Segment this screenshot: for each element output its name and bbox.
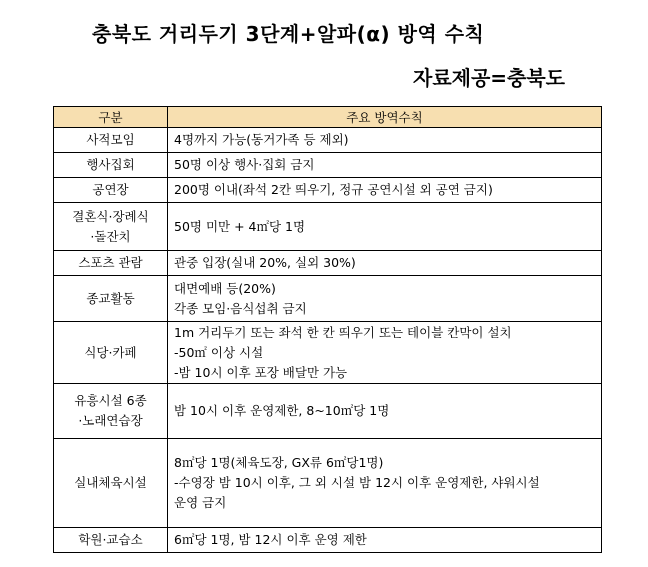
rule-text: -수영장 밤 10시 이후, 그 외 시설 밤 12시 이후 운영제한, 샤워시설	[174, 475, 540, 490]
category-label: 공연장	[92, 182, 129, 197]
category-label: 결혼식·장례식	[72, 208, 149, 224]
table-header-row	[54, 107, 602, 128]
header-category: 구분	[54, 107, 168, 128]
table-row	[54, 203, 602, 251]
rule-cell	[168, 128, 602, 153]
category-cell	[54, 528, 168, 553]
rule-text: 1m 거리두기 또는 좌석 한 칸 띄우기 또는 테이블 칸막이 설치	[174, 324, 512, 340]
rule-cell	[168, 203, 602, 251]
table-row	[54, 128, 602, 153]
rule-cell	[168, 251, 602, 276]
category-cell	[54, 128, 168, 153]
table-row	[54, 251, 602, 276]
rules-table	[53, 106, 602, 553]
rule-text: 운영 금지	[174, 495, 227, 510]
rule-text: 대면예배 등(20%)	[174, 280, 276, 296]
rule-text: 밤 10시 이후 운영제한, 8~10㎡당 1명	[174, 403, 390, 418]
source-credit: 자료제공=충북도	[413, 66, 565, 90]
table-row	[54, 276, 602, 322]
rule-text: 6㎡당 1명, 밤 12시 이후 운영 제한	[174, 532, 367, 547]
rule-text: 50명 미만 + 4㎡당 1명	[174, 218, 306, 234]
category-cell	[54, 384, 168, 439]
category-label: 실내체육시설	[74, 475, 147, 490]
rule-cell	[168, 384, 602, 439]
category-label: 종교활동	[86, 290, 135, 306]
table-row	[54, 153, 602, 178]
rule-text: 50명 이상 행사·집회 금지	[174, 157, 315, 172]
rule-text: -50㎡ 이상 시설	[174, 344, 264, 360]
category-label: 유흥시설 6종	[74, 393, 147, 408]
category-label: 행사집회	[86, 157, 135, 172]
rule-cell	[168, 178, 602, 203]
category-cell	[54, 276, 168, 322]
category-cell	[54, 322, 168, 384]
rule-text: 4명까지 가능(동거가족 등 제외)	[174, 132, 349, 147]
rule-cell	[168, 528, 602, 553]
category-cell	[54, 203, 168, 251]
category-cell	[54, 439, 168, 528]
category-cell	[54, 178, 168, 203]
table-row	[54, 528, 602, 553]
category-cell	[54, 153, 168, 178]
category-label: 사적모임	[86, 132, 135, 147]
category-cell	[54, 251, 168, 276]
rule-text: 200명 이내(좌석 2칸 띄우기, 정규 공연시설 외 공연 금지)	[174, 182, 493, 197]
rule-cell	[168, 322, 602, 384]
rule-text: 관중 입장(실내 20%, 실외 30%)	[174, 255, 356, 270]
category-label: ·돌잔치	[90, 228, 131, 244]
table-row	[54, 178, 602, 203]
category-label: ·노래연습장	[78, 413, 143, 428]
rule-cell	[168, 439, 602, 528]
table-row	[54, 384, 602, 439]
header-rules: 주요 방역수칙	[168, 107, 602, 128]
rule-text: -밤 10시 이후 포장 배달만 가능	[174, 364, 348, 380]
rule-text: 8㎡당 1명(체육도장, GX류 6㎡당1명)	[174, 455, 384, 470]
category-label: 학원·교습소	[78, 532, 143, 547]
category-label: 식당·카페	[84, 344, 137, 360]
rule-cell	[168, 276, 602, 322]
table-row	[54, 439, 602, 528]
page-title: 충북도 거리두기 3단계+알파(α) 방역 수칙	[92, 22, 485, 46]
rule-text: 각종 모임·음식섭취 금지	[174, 300, 307, 316]
rule-cell	[168, 153, 602, 178]
table-row	[54, 322, 602, 384]
category-label: 스포츠 관람	[78, 255, 143, 270]
